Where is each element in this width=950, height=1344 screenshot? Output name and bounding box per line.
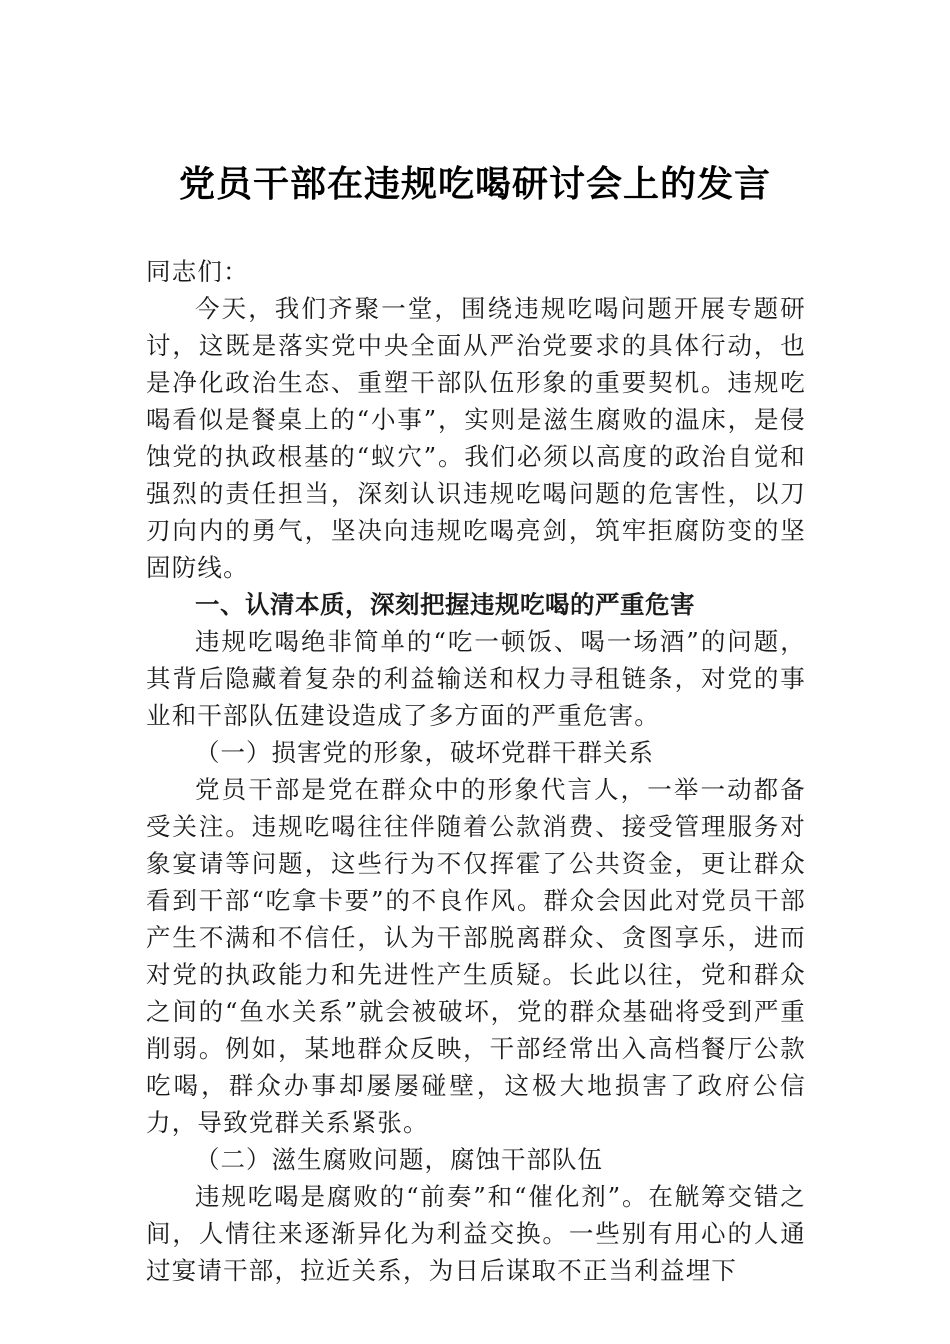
subsection-2-paragraph: 违规吃喝是腐败的“前奏”和“催化剂”。在觥筹交错之间，人情往来逐渐异化为利益交换。一些别有用心的人通过宴请干部，拉近关系，为日后谋取不正当利益埋下 [146, 1182, 806, 1285]
subsection-2-heading: （二）滋生腐败问题，腐蚀干部队伍 [195, 1145, 603, 1174]
document-body [146, 253, 806, 1289]
intro-paragraph: 今天，我们齐聚一堂，围绕违规吃喝问题开展专题研讨，这既是落实党中央全面从严治党要求的具体行动，也是净化政治生态、重塑干部队伍形象的重要契机。违规吃喝看似是餐桌上的“小事”，实则是滋生腐败的温床，是侵蚀党的执政根基的“蚁穴”。我们必须以高度的政治自觉和强烈的责任担当，深刻认识违规吃喝问题的危害性，以刀刃向内的勇气，坚决向违规吃喝亮剑，筑牢拒腐防变的坚固防线。 [146, 294, 806, 582]
subsection-1-paragraph: 党员干部是党在群众中的形象代言人，一举一动都备受关注。违规吃喝往往伴随着公款消费、接受管理服务对象宴请等问题，这些行为不仅挥霍了公共资金，更让群众看到干部“吃拿卡要”的不良作风。群众会因此对党员干部产生不满和不信任，认为干部脱离群众、贪图享乐，进而对党的执政能力和先进性产生质疑。长此以往，党和群众之间的“鱼水关系”就会被破坏，党的群众基础将受到严重削弱。例如，某地群众反映，干部经常出入高档餐厅公款吃喝，群众办事却屡屡碰壁，这极大地损害了政府公信力，导致党群关系紧张。 [146, 775, 806, 1137]
salutation: 同志们： [146, 257, 249, 286]
document-title: 党员干部在违规吃喝研讨会上的发言 [178, 163, 771, 205]
section-1-intro-paragraph: 违规吃喝绝非简单的“吃一顿饭、喝一场酒”的问题，其背后隐藏着复杂的利益输送和权力寻租链条，对党的事业和干部队伍建设造成了多方面的严重危害。 [146, 627, 806, 730]
subsection-1-heading: （一）损害党的形象，破坏党群干群关系 [195, 738, 654, 767]
section-1-heading: 一、认清本质，深刻把握违规吃喝的严重危害 [195, 590, 695, 619]
